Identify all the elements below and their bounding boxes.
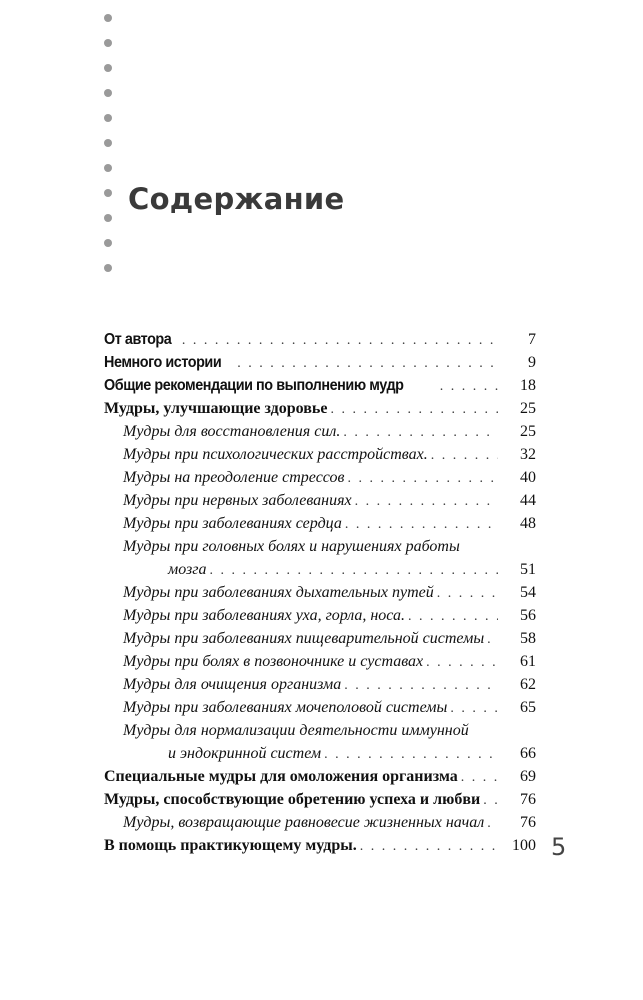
toc-entry-page: 7 xyxy=(528,331,536,348)
toc-entry-title: Мудры, возвращающие равновесие жизненных начал xyxy=(123,814,485,831)
toc-entry-title: Мудры при головных болях и нарушениях работы xyxy=(123,538,460,555)
toc-entry[interactable] xyxy=(104,627,536,650)
toc-entry-page: 51 xyxy=(520,561,536,578)
dot-icon xyxy=(104,139,112,147)
toc-entry[interactable] xyxy=(104,512,536,535)
toc-dot-leader xyxy=(330,398,498,421)
toc-entry-page: 48 xyxy=(520,515,536,532)
toc-entry-page: 25 xyxy=(520,423,536,440)
toc-entry[interactable] xyxy=(104,742,536,765)
dot-icon xyxy=(104,164,112,172)
toc-entry-page: 76 xyxy=(520,814,536,831)
toc-entry-title: Немного истории xyxy=(104,354,222,371)
toc-dot-leader xyxy=(487,812,498,835)
toc-entry-title: Мудры для нормализации деятельности иммунной xyxy=(123,722,469,739)
toc-entry-title: Общие рекомендации по выполнению мудр xyxy=(104,377,404,394)
toc-entry-title: Мудры, способствующие обретению успеха и любви xyxy=(104,791,481,808)
toc-dot-leader xyxy=(343,421,498,444)
dot-icon xyxy=(104,239,112,247)
toc-dot-leader xyxy=(440,375,498,398)
toc-entry[interactable] xyxy=(104,558,536,581)
toc-entry-title: Мудры при нервных заболеваниях xyxy=(123,492,352,509)
toc-entry[interactable] xyxy=(104,535,536,558)
toc-entry[interactable] xyxy=(104,374,536,397)
toc-entry-page: 66 xyxy=(520,745,536,762)
toc-dot-leader xyxy=(324,743,498,766)
toc-entry-page: 9 xyxy=(528,354,536,371)
toc-dot-leader xyxy=(408,605,498,628)
toc-dot-leader xyxy=(355,490,498,513)
toc-entry-title: В помощь практикующему мудры. xyxy=(104,837,357,854)
toc-entry[interactable] xyxy=(104,788,536,811)
toc-dot-leader xyxy=(437,582,498,605)
dot-icon xyxy=(104,64,112,72)
toc-entry[interactable] xyxy=(104,489,536,512)
toc-entry-page: 100 xyxy=(512,837,536,854)
toc-entry-title: Мудры, улучшающие здоровье xyxy=(104,400,328,417)
toc-dot-leader xyxy=(360,835,498,858)
toc-entry-page: 61 xyxy=(520,653,536,670)
dot-icon xyxy=(104,114,112,122)
toc-entry[interactable] xyxy=(104,351,536,374)
dot-icon xyxy=(104,39,112,47)
toc-entry-title: Мудры на преодоление стрессов xyxy=(123,469,345,486)
toc-entry-page: 56 xyxy=(520,607,536,624)
toc-entry-title: мозга xyxy=(168,561,207,578)
toc-entry[interactable] xyxy=(104,604,536,627)
toc-entry-page: 18 xyxy=(520,377,536,394)
toc-entry-title: Мудры при заболеваниях мочеполовой системы xyxy=(123,699,448,716)
toc-dot-leader xyxy=(345,513,498,536)
toc-entry-title: Мудры при заболеваниях сердца xyxy=(123,515,342,532)
toc-entry[interactable] xyxy=(104,696,536,719)
toc-entry[interactable] xyxy=(104,443,536,466)
dot-icon xyxy=(104,214,112,222)
toc-entry-page: 44 xyxy=(520,492,536,509)
toc-entry-title: Специальные мудры для омоложения организма xyxy=(104,768,458,785)
toc-entry-title: и эндокринной систем xyxy=(168,745,322,762)
toc-dot-leader xyxy=(344,674,498,697)
toc-entry[interactable] xyxy=(104,650,536,673)
toc-entry[interactable] xyxy=(104,719,536,742)
toc-entry-title: Мудры для восстановления сил. xyxy=(123,423,341,440)
toc-dot-leader xyxy=(209,559,498,582)
toc-dot-leader xyxy=(483,789,498,812)
toc-entry[interactable] xyxy=(104,328,536,351)
toc-entry[interactable] xyxy=(104,397,536,420)
toc-entry[interactable] xyxy=(104,420,536,443)
table-of-contents xyxy=(104,328,536,857)
dot-icon xyxy=(104,89,112,97)
toc-entry-title: Мудры при заболеваниях дыхательных путей xyxy=(123,584,434,601)
toc-entry[interactable] xyxy=(104,673,536,696)
dot-icon xyxy=(104,189,112,197)
toc-entry[interactable] xyxy=(104,581,536,604)
decorative-dots xyxy=(104,14,114,289)
toc-dot-leader xyxy=(487,628,498,651)
toc-dot-leader xyxy=(347,467,498,490)
toc-entry[interactable] xyxy=(104,765,536,788)
dot-icon xyxy=(104,264,112,272)
toc-entry-title: Мудры при заболеваниях пищеварительной системы xyxy=(123,630,485,647)
toc-entry-page: 54 xyxy=(520,584,536,601)
toc-entry-page: 58 xyxy=(520,630,536,647)
dot-icon xyxy=(104,14,112,22)
toc-entry[interactable] xyxy=(104,466,536,489)
toc-dot-leader xyxy=(450,697,498,720)
toc-dot-leader xyxy=(431,444,498,467)
toc-entry-page: 25 xyxy=(520,400,536,417)
toc-entry-title: Мудры для очищения организма xyxy=(123,676,342,693)
page-number: 5 xyxy=(551,833,567,861)
toc-entry-page: 69 xyxy=(520,768,536,785)
toc-dot-leader xyxy=(182,329,498,352)
toc-entry-page: 62 xyxy=(520,676,536,693)
toc-entry-page: 32 xyxy=(520,446,536,463)
toc-entry-page: 65 xyxy=(520,699,536,716)
toc-entry-title: От автора xyxy=(104,331,172,348)
toc-entry-title: Мудры при психологических расстройствах. xyxy=(123,446,428,463)
toc-entry[interactable] xyxy=(104,834,536,857)
page-title: Содержание xyxy=(128,182,345,216)
toc-dot-leader xyxy=(426,651,498,674)
toc-entry[interactable] xyxy=(104,811,536,834)
toc-dot-leader xyxy=(461,766,498,789)
toc-entry-page: 40 xyxy=(520,469,536,486)
toc-entry-page: 76 xyxy=(520,791,536,808)
toc-entry-title: Мудры при заболеваниях уха, горла, носа. xyxy=(123,607,405,624)
toc-entry-title: Мудры при болях в позвоночнике и суставах xyxy=(123,653,424,670)
toc-dot-leader xyxy=(237,352,498,375)
